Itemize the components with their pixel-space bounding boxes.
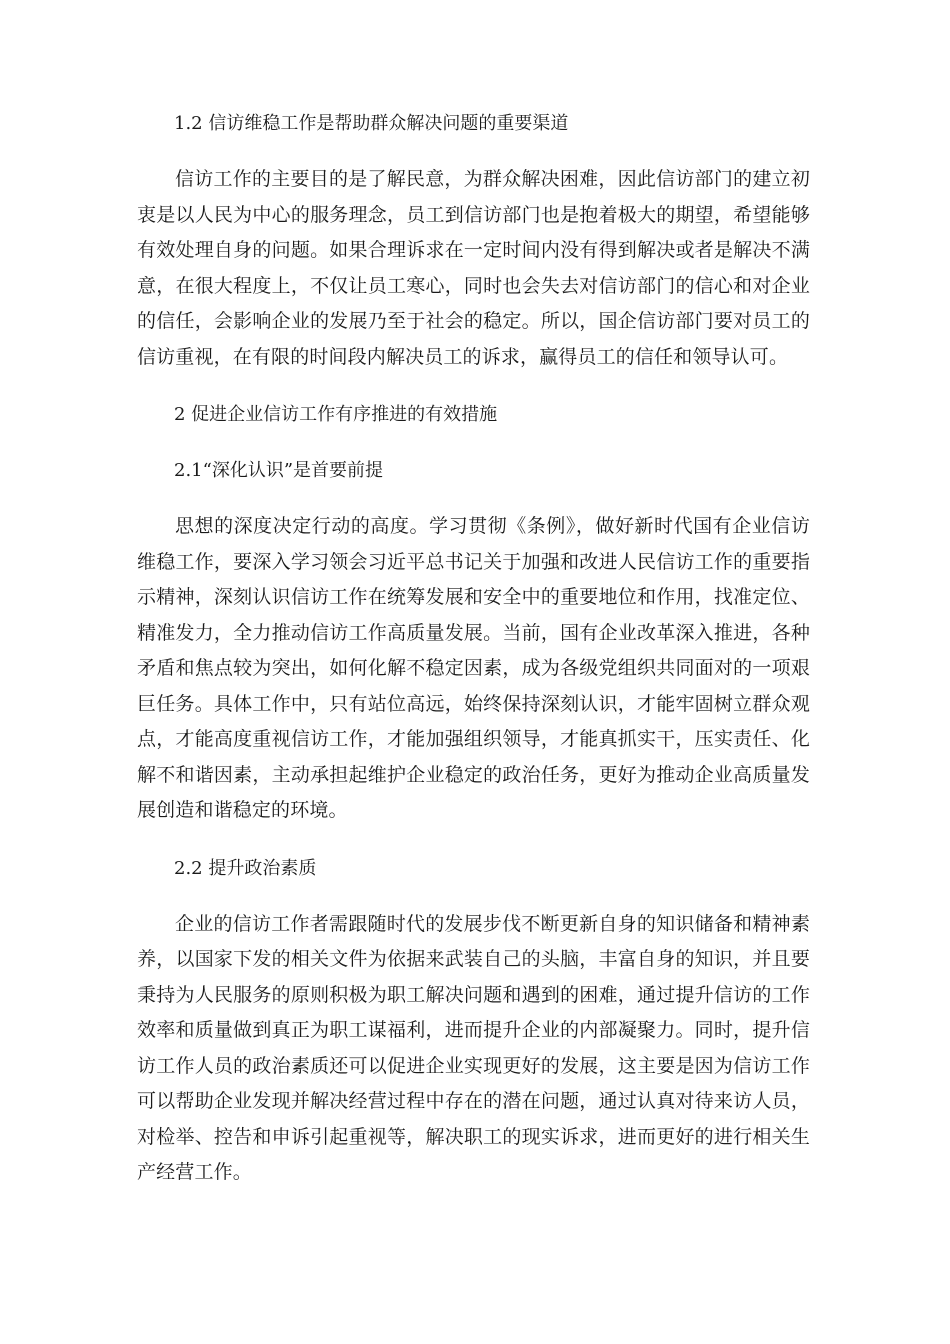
section-heading-2: 2 促进企业信访工作有序推进的有效措施: [174, 404, 498, 425]
section-paragraph-1-2: 信访工作的主要目的是了解民意，为群众解决困难，因此信访部门的建立初衷是以人民为中心的服务理念，员工到信访部门也是抱着极大的期望，希望能够有效处理自身的问题。如果合理诉求在一定时间内没有得到解决或者是解决不满意，在很大程度上，不仅让员工寒心，同时也会失去对信访部门的信心和对企业的信任，会影响企业的发展乃至于社会的稳定。所以，国企信访部门要对员工的信访重视，在有限的时间段内解决员工的诉求，赢得员工的信任和领导认可。: [137, 168, 810, 368]
section-heading-2-2: 2.2 提升政治素质: [174, 857, 317, 879]
document-body: [137, 106, 810, 1191]
section-paragraph-2-2: 企业的信访工作者需跟随时代的发展步伐不断更新自身的知识储备和精神素养，以国家下发的相关文件为依据来武装自己的头脑，丰富自身的知识，并且要秉持为人民服务的原则积极为职工解决问题和遇到的困难，通过提升信访的工作效率和质量做到真正为职工谋福利，进而提升企业的内部凝聚力。同时，提升信访工作人员的政治素质还可以促进企业实现更好的发展，这主要是因为信访工作可以帮助企业发现并解决经营过程中存在的潜在问题，通过认真对待来访人员，对检举、控告和申诉引起重视等，解决职工的现实诉求，进而更好的进行相关生产经营工作。: [137, 912, 810, 1183]
section-heading-2-1: 2.1“深化认识”是首要前提: [174, 460, 384, 481]
section-heading-1-2: 1.2 信访维稳工作是帮助群众解决问题的重要渠道: [174, 113, 569, 134]
section-paragraph-2-1: 思想的深度决定行动的高度。学习贯彻《条例》，做好新时代国有企业信访维稳工作，要深入学习领会习近平总书记关于加强和改进人民信访工作的重要指示精神，深刻认识信访工作在统筹发展和安全中的重要地位和作用，找准定位、精准发力，全力推动信访工作高质量发展。当前，国有企业改革深入推进，各种矛盾和焦点较为突出，如何化解不稳定因素，成为各级党组织共同面对的一项艰巨任务。具体工作中，只有站位高远，始终保持深刻认识，才能牢固树立群众观点，才能高度重视信访工作，才能加强组织领导，才能真抓实干，压实责任、化解不和谐因素，主动承担起维护企业稳定的政治任务，更好为推动企业高质量发展创造和谐稳定的环境。: [137, 515, 810, 821]
